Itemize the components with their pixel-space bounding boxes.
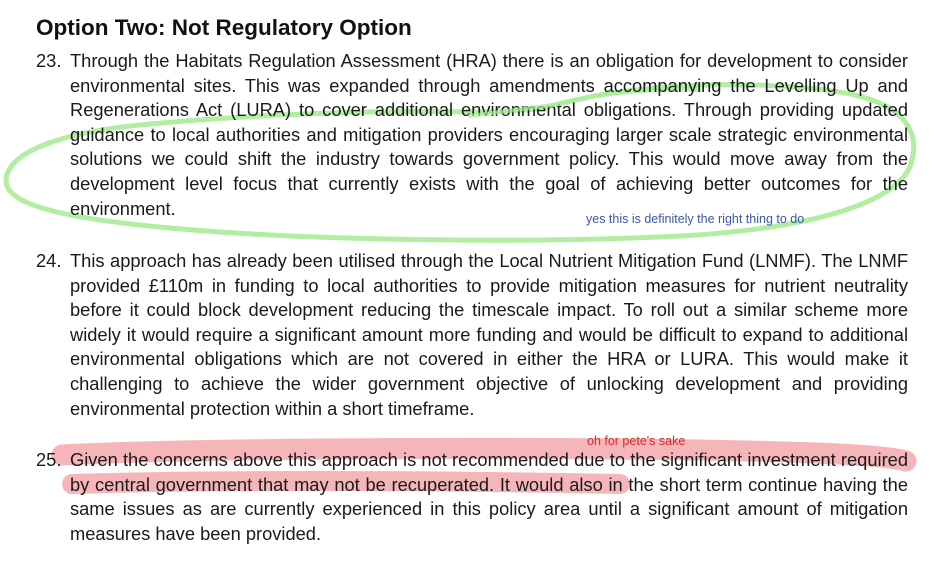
paragraph-text: This approach has already been utilised through the Local Nutrient Mitigation Fund (LNMF). The LNMF provided £110m in funding to local authorities to provide mitigation measures for nutrient neutrality before it could block development reducing the timescale impact. To roll out a similar scheme more widely it would require a significant amount more funding and would be difficult to expand to additional environmental obligations which are not covered in either the HRA or LURA. This would make it challenging to achieve the wider government objective of unlocking development and providing environmental protection within a short timeframe. [70, 250, 908, 419]
paragraph-23 [36, 49, 908, 221]
paragraph-25 [36, 448, 908, 546]
paragraph-number: 23. [36, 50, 62, 71]
paragraph-text: Through the Habitats Regulation Assessment (HRA) there is an obligation for development to consider environmental sites. This was expanded through amendments accompanying the Levelling Up and Regenerations Act (LURA) to cover additional environmental obligations. Through providing updated guidance to local authorities and mitigation providers encouraging larger scale strategic environmental solutions we could shift the industry towards government policy. This would move away from the development level focus that currently exists with the goal of achieving better outcomes for the environment. [70, 50, 908, 219]
margin-note-agree: yes this is definitely the right thing to do [586, 212, 805, 226]
paragraph-number: 25. [36, 449, 62, 470]
paragraph-text: Given the concerns above this approach is not recommended due to the significant investment required by central government that may not be recuperated. It would also in the short term continue having the same issues as are currently experienced in this policy area until a significant amount of mitigation measures have been provided. [70, 449, 908, 544]
section-heading: Option Two: Not Regulatory Option [36, 15, 412, 40]
margin-note-frustrated: oh for pete's sake [587, 434, 686, 448]
paragraph-24 [36, 249, 908, 421]
paragraph-number: 24. [36, 250, 62, 271]
